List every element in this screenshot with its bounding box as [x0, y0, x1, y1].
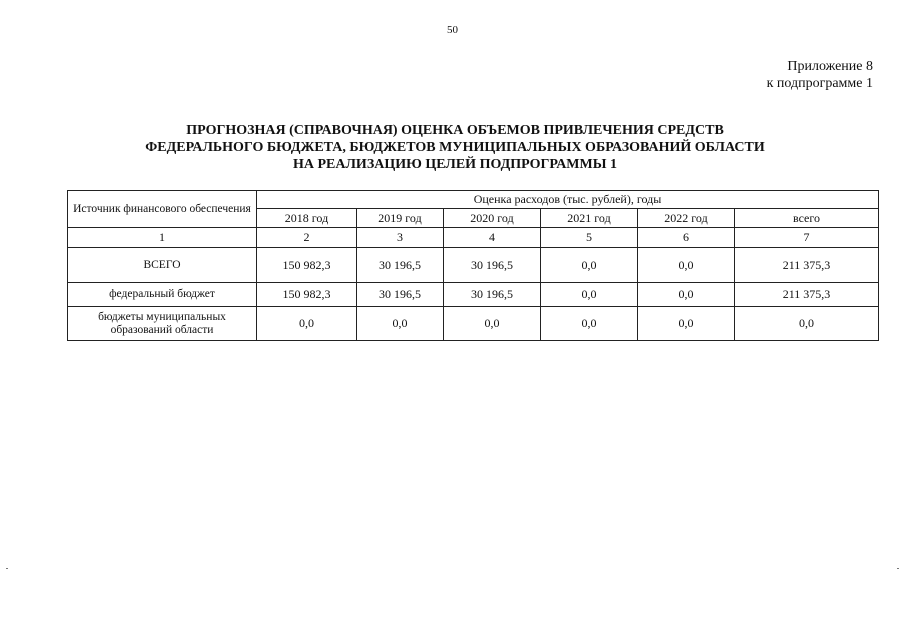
row-source: федеральный бюджет — [68, 283, 257, 307]
title-line-2: ФЕДЕРАЛЬНОГО БЮДЖЕТА, БЮДЖЕТОВ МУНИЦИПАЛЬНЫХ ОБРАЗОВАНИЙ ОБЛАСТИ — [145, 140, 765, 155]
table-cell: 30 196,5 — [444, 248, 541, 283]
appendix-line-2: к подпрограмме 1 — [766, 76, 873, 91]
table-cell: 0,0 — [257, 307, 357, 341]
table-row — [68, 307, 879, 341]
column-number: 6 — [638, 228, 735, 248]
row-source: ВСЕГО — [68, 248, 257, 283]
table-cell: 30 196,5 — [357, 283, 444, 307]
table-cell: 0,0 — [638, 248, 735, 283]
header-row-group — [68, 191, 879, 209]
group-header: Оценка расходов (тыс. рублей), годы — [257, 191, 879, 209]
title-line-3: НА РЕАЛИЗАЦИЮ ЦЕЛЕЙ ПОДПРОГРАММЫ 1 — [293, 157, 617, 172]
column-header: 2021 год — [541, 209, 638, 228]
column-number: 2 — [257, 228, 357, 248]
column-header: 2022 год — [638, 209, 735, 228]
column-number: 5 — [541, 228, 638, 248]
page-number: 50 — [447, 24, 458, 36]
numbering-row — [68, 228, 879, 248]
appendix-reference — [767, 58, 873, 92]
column-header: 2018 год — [257, 209, 357, 228]
table-cell: 0,0 — [541, 307, 638, 341]
table-cell: 211 375,3 — [735, 248, 879, 283]
row-source: бюджеты муниципальных образований области — [68, 307, 257, 341]
column-number: 7 — [735, 228, 879, 248]
table-cell: 0,0 — [541, 248, 638, 283]
column-number: 4 — [444, 228, 541, 248]
table-row — [68, 248, 879, 283]
column-number: 3 — [357, 228, 444, 248]
table-row — [68, 283, 879, 307]
table-cell: 150 982,3 — [257, 283, 357, 307]
column-header: 2020 год — [444, 209, 541, 228]
column-header: всего — [735, 209, 879, 228]
document-title — [40, 122, 870, 173]
funding-table — [67, 190, 879, 341]
appendix-line-1: Приложение 8 — [787, 59, 873, 74]
column-number: 1 — [68, 228, 257, 248]
table-cell: 150 982,3 — [257, 248, 357, 283]
table-cell: 0,0 — [638, 283, 735, 307]
source-header: Источник финансового обеспечения — [68, 191, 257, 228]
table-cell: 0,0 — [357, 307, 444, 341]
scan-mark — [897, 568, 899, 569]
column-header: 2019 год — [357, 209, 444, 228]
table-cell: 0,0 — [638, 307, 735, 341]
table-cell: 211 375,3 — [735, 283, 879, 307]
table-cell: 0,0 — [444, 307, 541, 341]
scan-mark — [6, 568, 8, 569]
table-cell: 30 196,5 — [444, 283, 541, 307]
table-cell: 0,0 — [735, 307, 879, 341]
title-line-1: ПРОГНОЗНАЯ (СПРАВОЧНАЯ) ОЦЕНКА ОБЪЕМОВ ПРИВЛЕЧЕНИЯ СРЕДСТВ — [186, 123, 724, 138]
table-cell: 30 196,5 — [357, 248, 444, 283]
table-cell: 0,0 — [541, 283, 638, 307]
